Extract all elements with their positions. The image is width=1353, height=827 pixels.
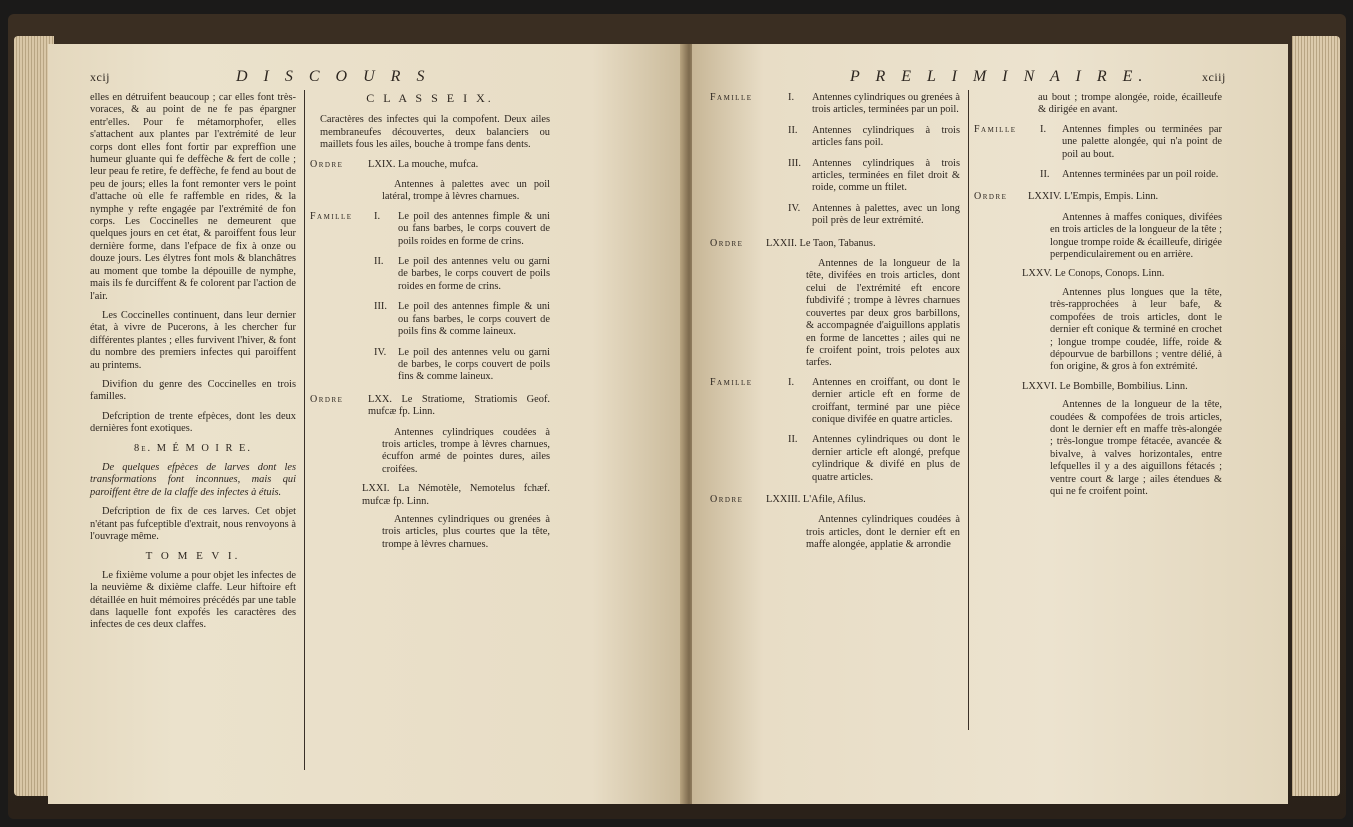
famille-number: III.	[788, 157, 801, 169]
famille-number: II.	[788, 124, 798, 136]
famille-label: Famille	[710, 376, 753, 388]
page-edges-right	[1292, 36, 1340, 796]
memoire-heading: 8e. M É M O I R E.	[134, 442, 252, 454]
ordre-entry	[310, 394, 550, 419]
ordre-title: LXXV. Le Conops, Conops. Linn.	[1022, 268, 1165, 280]
right-page-number: xciij	[1202, 70, 1226, 84]
right-running-head: P R E L I M I N A I R E.	[850, 68, 1149, 85]
ordre-description: Antennes de la longueur de la tête, coudées & compofées de trois articles, dont le dernier eft en maffe très-alongée ; très-longue trompe fétacée, avancée & bivalve, à valves horizontales, entre lefquelles il y a des aiguillons fétacés ; ventre court & large ; ailes étendues & qui ne fe croifent point.	[1050, 399, 1222, 497]
famille-text: Antennes à palettes, avec un long poil près de leur extrémité.	[812, 202, 960, 227]
famille-text: Le poil des antennes fimple & uni ou fans barbes, le corps couvert de poils fins & comme laineux.	[398, 301, 550, 338]
famille-number: I.	[1040, 123, 1047, 135]
paragraph: Defcription de trente efpèces, dont les deux dernières font exotiques.	[90, 410, 296, 435]
ordre-label: Ordre	[710, 493, 744, 505]
famille-label: Famille	[310, 210, 353, 222]
right-page	[692, 44, 1288, 804]
left-column-2	[310, 92, 550, 558]
ordre-label: Ordre	[710, 237, 744, 249]
famille-number: III.	[374, 301, 387, 313]
famille-number: IV.	[788, 202, 801, 214]
famille-text: Le poil des antennes fimple & uni ou fans barbes, le corps couvert de poils roides en forme de crins.	[398, 210, 550, 247]
ordre-description: Antennes à maffes coniques, divifées en trois articles de la longueur de la tête ; longue trompe roide & écailleufe, dirigée perpendiculairement ou en arrière.	[1050, 211, 1222, 261]
ordre-description: Antennes à palettes avec un poil latéral, trompe à lèvres charnues.	[382, 179, 550, 203]
famille-list	[710, 92, 960, 228]
ordre-description: Antennes plus longues que la tête, très-rapprochées à leur bafe, & compofées de trois articles, dont le dernier eft conique & terminé en crochet ; longue trompe coudée, liffe, roide & dépourvue de barbillons ; ventre délié, à fon origine, & gros à fon extrémité.	[1050, 286, 1222, 373]
left-page-number: xcij	[90, 70, 110, 84]
ordre-title: LXXIII. L'Afile, Afilus.	[766, 493, 866, 505]
tome-text: Le fixième volume a pour objet les infectes de la neuvième & dixième claffe. Leur hiftoire eft détaillée en huit mémoires précédés par une table dans laquelle font expofés les caractères des infectes de ces deux claffes.	[90, 569, 296, 631]
column-rule	[968, 90, 969, 730]
ordre-description: Antennes cylindriques coudées à trois articles, trompe à lèvres charnues, écuffon armé de pointes dures, ailes croifées.	[382, 426, 550, 475]
left-running-head: D I S C O U R S	[236, 68, 431, 85]
ordre-label: Ordre	[974, 191, 1008, 203]
ordre-entry	[710, 238, 960, 250]
ordre-description: Antennes cylindriques ou grenées à trois articles, plus courtes que la tête, trompe à lèvres charnues.	[382, 513, 550, 550]
famille-label: Famille	[710, 92, 753, 103]
left-column-1	[90, 92, 296, 639]
famille-text: Antennes cylindriques ou grenées à trois articles, terminées par un poil.	[812, 92, 960, 116]
famille-number: II.	[1040, 169, 1050, 181]
famille-list	[710, 377, 960, 484]
ordre-entry	[710, 494, 960, 506]
ordre-title: LXXII. Le Taon, Tabanus.	[766, 237, 876, 249]
ordre-label: Ordre	[310, 158, 344, 170]
famille-number: I.	[788, 92, 795, 103]
classe-intro: Caractères des infectes qui la compofent. Deux ailes membraneufes découvertes, deux balanciers ou maillets fous les ailes, bouche à trompe fans dents.	[320, 114, 550, 151]
ordre-description: Antennes cylindriques coudées à trois articles, dont le dernier eft en maffe alongée, applatie & arrondie	[806, 514, 960, 551]
famille-number: I.	[788, 376, 795, 388]
paragraph: au bout ; trompe alongée, roide, écailleufe & dirigée en avant.	[1038, 92, 1222, 116]
ordre-label: Ordre	[310, 393, 344, 405]
famille-text: Antennes cylindriques à trois articles, terminées en filet droit & roide, comme un ftilet.	[812, 157, 960, 194]
famille-number: II.	[374, 256, 384, 268]
ordre-title: LXX. Le Stratiome, Stratiomis Geof. mufcæ fp. Linn.	[368, 393, 550, 418]
famille-list	[310, 211, 550, 384]
memoire-text: Defcription de fix de ces larves. Cet objet n'étant pas fufceptible d'extrait, nous renvoyons à l'ouvrage même.	[90, 506, 296, 542]
tome-heading: T O M E V I.	[145, 550, 241, 563]
famille-number: IV.	[374, 346, 387, 358]
column-rule	[304, 90, 305, 770]
right-column-2	[974, 92, 1222, 505]
famille-number: II.	[788, 434, 798, 446]
famille-text: Antennes cylindriques à trois articles fans poil.	[812, 124, 960, 149]
famille-text: Le poil des antennes velu ou garni de barbes, le corps couvert de poils roides en forme de crins.	[398, 256, 550, 292]
paragraph: elles en détruifent beaucoup ; car elles font très-voraces, & au point de ne fe pas épargner entr'elles. Pour fe métamorphofer, elles s'attachent aux plantes par l'extrémité de leur corps dont elles font fortir par expreffion une humeur gluante qui fe deffèche & fert de colle ; leur peau fe retire, fe deffèche, fe fend au bout de peu de jours; elles la font remonter vers le point d'attache où elle fe raffemble en rides, & la nymphe y refte engagée par l'extrémité de fon corps. Les Coccinelles ne demeurent que quelques jours en cet état, & paroiffent fous leur dernière forme, dans l'efpace de fix à onze ou douze jours. Les élytres font mols & blanchâtres au moment que tombe la dépouille de nymphe, mais ils fe durciffent & fe colorent par l'action de l'air.	[90, 92, 296, 302]
famille-number: I.	[374, 210, 381, 222]
famille-text: Antennes terminées par un poil roide.	[1062, 169, 1219, 181]
famille-text: Antennes cylindriques ou dont le dernier article eft alongé, prefque cylindrique & divifé en plus de quatre articles.	[812, 434, 960, 483]
memoire-title: De quelques efpèces de larves dont les transformations font inconnues, mais qui paroiffent être de la claffe des infectes à étuis.	[90, 461, 296, 498]
classe-heading: C L A S S E I X.	[366, 91, 494, 105]
ordre-title: LXXIV. L'Empis, Empis. Linn.	[1028, 191, 1159, 203]
ordre-title: LXXI. La Némotèle, Nemotelus fchæf. mufcæ fp. Linn.	[362, 483, 550, 507]
book-spread	[8, 14, 1346, 819]
ordre-title: LXIX. La mouche, mufca.	[368, 158, 479, 170]
right-column-1	[710, 92, 960, 559]
famille-text: Le poil des antennes velu ou garni de barbes, le corps couvert de poils fins & comme laineux.	[398, 346, 550, 383]
ordre-description: Antennes de la longueur de la tête, divifées en trois articles, dont celui de l'extrémité eft encore fubdivifé ; trompe à lèvres charnues couvertes par deux gros barbillons, & accompagnée d'aiguillons applatis en forme de lancettes ; ailes qui ne fe croifent point, trois pelotes aux tarfes.	[806, 258, 960, 369]
famille-list	[974, 124, 1222, 182]
famille-label: Famille	[974, 123, 1017, 135]
paragraph: Divifion du genre des Coccinelles en trois familles.	[90, 378, 296, 403]
ordre-entry	[974, 191, 1222, 203]
famille-text: Antennes fimples ou terminées par une palette alongée, qui n'a point de poil au bout.	[1062, 123, 1222, 160]
ordre-title: LXXVI. Le Bombille, Bombilius. Linn.	[1022, 380, 1188, 392]
ordre-entry	[310, 159, 550, 171]
paragraph: Les Coccinelles continuent, dans leur dernier état, à vivre de Pucerons, à les chercher fur différentes plantes ; elles furvivent l'hiver, & font du nombre des premiers infectes qui paroiffent au printems.	[90, 309, 296, 371]
famille-text: Antennes en croiffant, ou dont le dernier article eft en forme de croiffant, terminé par une pièce conique divifée en quatre articles.	[812, 376, 960, 425]
left-page	[48, 44, 688, 804]
